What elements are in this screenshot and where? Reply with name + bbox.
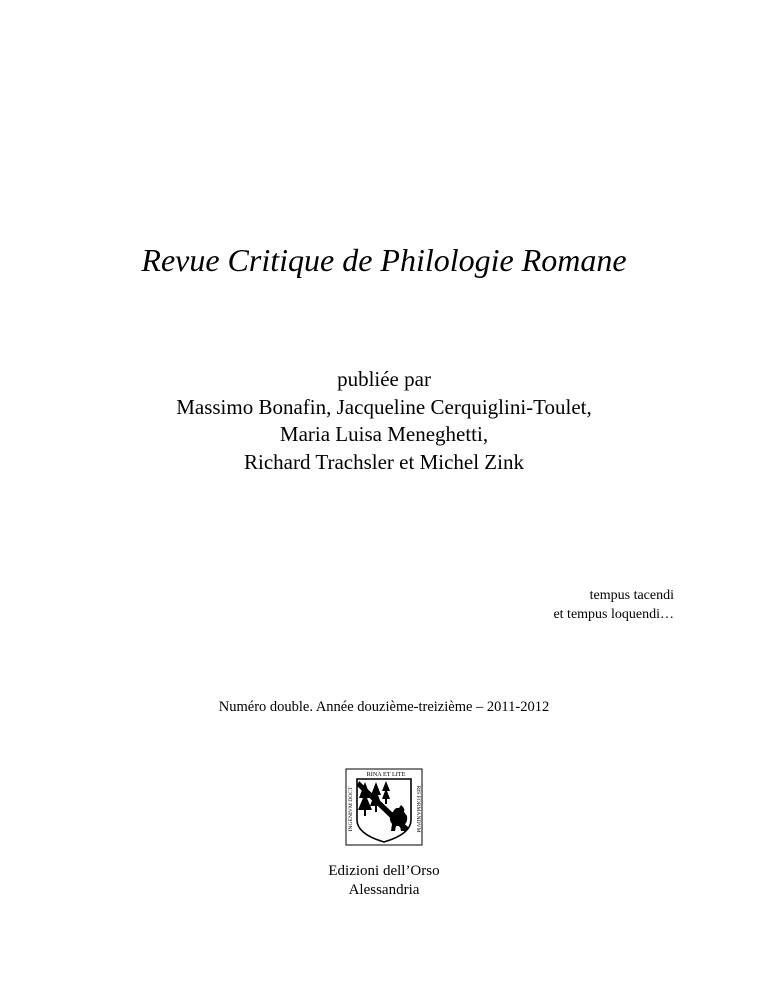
epigraph	[553, 586, 674, 624]
emblem-motto-top: RINA ET LITE	[366, 771, 406, 778]
editors-line-1: Massimo Bonafin, Jacqueline Cerquiglini-Toulet,	[176, 394, 592, 419]
journal-title: Revue Critique de Philologie Romane	[141, 242, 627, 278]
editors-line-3: Richard Trachsler et Michel Zink	[244, 449, 524, 474]
epigraph-line-1: tempus tacendi	[589, 588, 674, 603]
issue-line: Numéro double. Année douzième-treizième – 2011-2012	[218, 699, 550, 715]
publisher-emblem-icon	[345, 768, 423, 846]
publisher-block	[0, 862, 768, 899]
epigraph-line-2: et tempus loquendi…	[553, 607, 674, 622]
publisher-city: Alessandria	[348, 881, 420, 898]
publisher-name: Edizioni dell’Orso	[328, 863, 440, 879]
editors-line-2: Maria Luisa Meneghetti,	[279, 422, 489, 446]
emblem-motto-left: INGENIVM DOCT	[348, 786, 354, 832]
emblem-motto-right: RIS FORMANDVM	[415, 785, 421, 833]
editors-block	[0, 366, 768, 476]
editors-intro: publiée par	[337, 367, 431, 391]
